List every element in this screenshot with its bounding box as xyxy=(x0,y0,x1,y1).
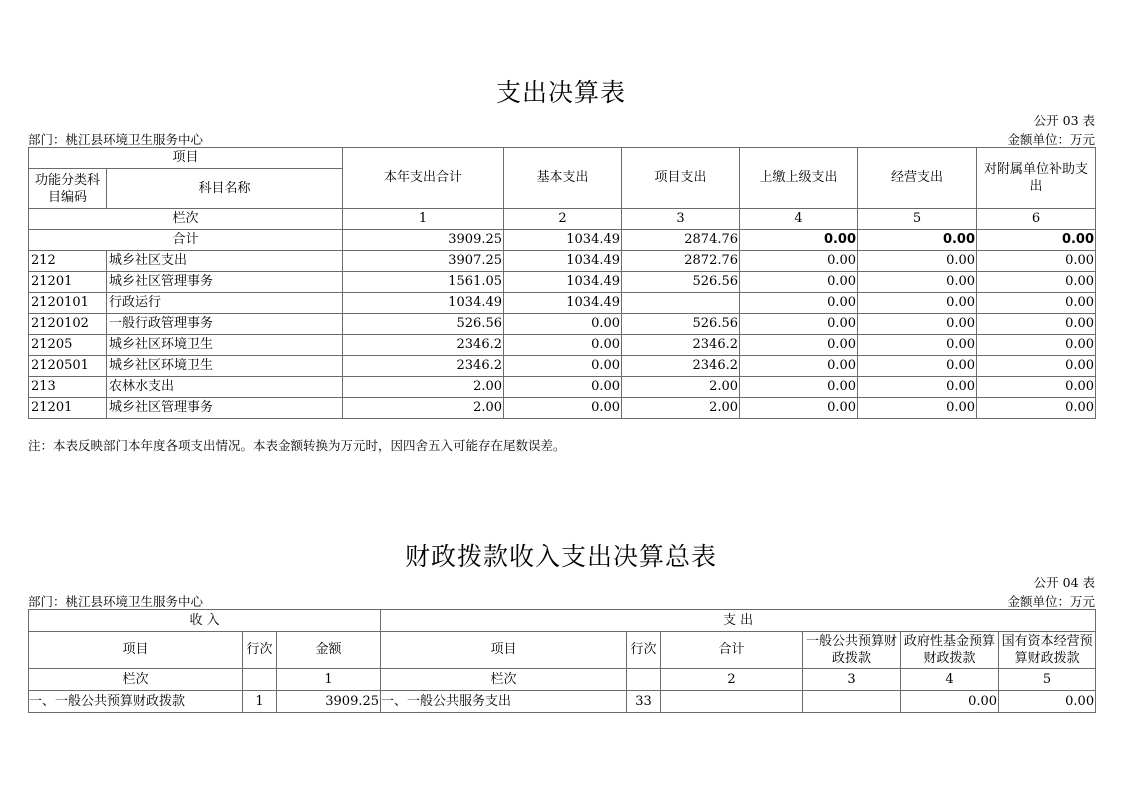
row-cell xyxy=(622,293,740,314)
total-row xyxy=(29,230,1096,251)
row-code: 213 xyxy=(29,377,107,398)
lanci-cell: 5 xyxy=(858,209,977,230)
income-amount: 3909.25 xyxy=(277,691,381,713)
lanci-label: 栏次 xyxy=(29,669,243,691)
header-expense-total: 合计 xyxy=(661,632,803,669)
row-cell: 526.56 xyxy=(622,272,740,293)
expenditure-table xyxy=(28,147,1096,419)
lanci-cell: 2 xyxy=(661,669,803,691)
row-name: 城乡社区管理事务 xyxy=(107,398,343,419)
row-cell: 0.00 xyxy=(858,272,977,293)
expense-general xyxy=(803,691,901,713)
row-cell: 0.00 xyxy=(740,293,858,314)
row-code: 2120501 xyxy=(29,356,107,377)
fiscal-appropriation-table xyxy=(28,609,1096,713)
row-code: 21201 xyxy=(29,398,107,419)
lanci-cell: 2 xyxy=(504,209,622,230)
row-code: 21205 xyxy=(29,335,107,356)
row-cell: 0.00 xyxy=(977,272,1096,293)
row-cell: 2346.2 xyxy=(622,356,740,377)
expense-header: 支 出 xyxy=(381,610,1096,632)
header-income-item: 项目 xyxy=(29,632,243,669)
row-cell: 2.00 xyxy=(343,377,504,398)
header-name: 科目名称 xyxy=(107,169,343,209)
row-cell: 1034.49 xyxy=(504,251,622,272)
row-cell: 526.56 xyxy=(343,314,504,335)
table1-code: 公开 03 表 xyxy=(1033,113,1095,128)
lanci-cell: 5 xyxy=(999,669,1096,691)
header-code: 功能分类科目编码 xyxy=(29,169,107,209)
row-cell: 0.00 xyxy=(504,377,622,398)
header-capital-budget: 国有资本经营预算财政拨款 xyxy=(999,632,1096,669)
row-cell: 2872.76 xyxy=(622,251,740,272)
row-cell: 2346.2 xyxy=(622,335,740,356)
row-name: 农林水支出 xyxy=(107,377,343,398)
table-row xyxy=(29,335,1096,356)
row-cell: 0.00 xyxy=(858,314,977,335)
row-name: 城乡社区环境卫生 xyxy=(107,335,343,356)
expense-item: 一、一般公共服务支出 xyxy=(381,691,627,713)
row-cell: 2.00 xyxy=(622,377,740,398)
header-total-expense: 本年支出合计 xyxy=(343,148,504,209)
row-cell: 0.00 xyxy=(504,398,622,419)
row-name: 城乡社区支出 xyxy=(107,251,343,272)
row-cell: 1034.49 xyxy=(343,293,504,314)
lanci-cell: 1 xyxy=(277,669,381,691)
row-cell: 1561.05 xyxy=(343,272,504,293)
row-cell: 1034.49 xyxy=(504,293,622,314)
expense-fund: 0.00 xyxy=(901,691,999,713)
table-row xyxy=(29,293,1096,314)
header-expense-line: 行次 xyxy=(627,632,661,669)
table-row xyxy=(29,691,1096,713)
row-cell: 0.00 xyxy=(740,272,858,293)
lanci-cell: 1 xyxy=(343,209,504,230)
income-line: 1 xyxy=(243,691,277,713)
row-cell: 0.00 xyxy=(977,356,1096,377)
table-row xyxy=(29,314,1096,335)
lanci-cell: 3 xyxy=(622,209,740,230)
row-name: 行政运行 xyxy=(107,293,343,314)
row-cell: 0.00 xyxy=(977,251,1096,272)
table2-code: 公开 04 表 xyxy=(1033,575,1095,590)
header-item: 项目 xyxy=(29,148,343,169)
table-row xyxy=(29,272,1096,293)
income-header: 收 入 xyxy=(29,610,381,632)
row-cell: 0.00 xyxy=(740,398,858,419)
row-code: 2120102 xyxy=(29,314,107,335)
income-item: 一、一般公共预算财政拨款 xyxy=(29,691,243,713)
lanci-cell: 6 xyxy=(977,209,1096,230)
row-cell: 0.00 xyxy=(977,314,1096,335)
row-cell: 1034.49 xyxy=(504,272,622,293)
header-income-amount: 金额 xyxy=(277,632,381,669)
expense-line: 33 xyxy=(627,691,661,713)
row-name: 城乡社区环境卫生 xyxy=(107,356,343,377)
lanci-cell: 3 xyxy=(803,669,901,691)
expense-total xyxy=(661,691,803,713)
lanci-label: 栏次 xyxy=(29,209,343,230)
row-cell: 0.00 xyxy=(504,335,622,356)
row-cell: 3907.25 xyxy=(343,251,504,272)
total-cell: 0.00 xyxy=(858,230,977,251)
table-row xyxy=(29,398,1096,419)
row-cell: 0.00 xyxy=(977,335,1096,356)
table1-note: 注：本表反映部门本年度各项支出情况。本表金额转换为万元时，因四舍五入可能存在尾数误差。 xyxy=(28,438,566,453)
row-cell: 2.00 xyxy=(343,398,504,419)
row-code: 212 xyxy=(29,251,107,272)
total-cell: 1034.49 xyxy=(504,230,622,251)
table1-unit: 金额单位：万元 xyxy=(1007,132,1095,147)
row-cell: 0.00 xyxy=(977,293,1096,314)
table-row xyxy=(29,377,1096,398)
row-code: 21201 xyxy=(29,272,107,293)
row-cell: 0.00 xyxy=(740,377,858,398)
table-row xyxy=(29,251,1096,272)
row-cell: 0.00 xyxy=(740,356,858,377)
row-code: 2120101 xyxy=(29,293,107,314)
header-subsidy-expense: 对附属单位补助支出 xyxy=(977,148,1096,209)
row-cell: 526.56 xyxy=(622,314,740,335)
lanci-cell: 4 xyxy=(901,669,999,691)
row-name: 一般行政管理事务 xyxy=(107,314,343,335)
row-cell: 0.00 xyxy=(740,314,858,335)
lanci-cell xyxy=(243,669,277,691)
row-cell: 2.00 xyxy=(622,398,740,419)
row-cell: 2346.2 xyxy=(343,335,504,356)
row-cell: 0.00 xyxy=(977,398,1096,419)
row-cell: 0.00 xyxy=(740,251,858,272)
row-cell: 0.00 xyxy=(504,314,622,335)
header-project-expense: 项目支出 xyxy=(622,148,740,209)
row-cell: 0.00 xyxy=(858,335,977,356)
row-cell: 0.00 xyxy=(858,398,977,419)
row-cell: 2346.2 xyxy=(343,356,504,377)
table2-unit: 金额单位：万元 xyxy=(1007,594,1095,609)
row-name: 城乡社区管理事务 xyxy=(107,272,343,293)
total-cell: 0.00 xyxy=(977,230,1096,251)
lanci-cell: 4 xyxy=(740,209,858,230)
total-cell: 3909.25 xyxy=(343,230,504,251)
header-remit-expense: 上缴上级支出 xyxy=(740,148,858,209)
table1-dept: 部门：桃江县环境卫生服务中心 xyxy=(28,132,204,147)
header-fund-budget: 政府性基金预算财政拨款 xyxy=(901,632,999,669)
total-cell: 0.00 xyxy=(740,230,858,251)
row-cell: 0.00 xyxy=(504,356,622,377)
row-cell: 0.00 xyxy=(858,293,977,314)
total-label: 合计 xyxy=(29,230,343,251)
row-cell: 0.00 xyxy=(858,377,977,398)
lanci-cell xyxy=(627,669,661,691)
row-cell: 0.00 xyxy=(977,377,1096,398)
table1-title: 支出决算表 xyxy=(495,78,626,107)
header-business-expense: 经营支出 xyxy=(858,148,977,209)
lanci-label: 栏次 xyxy=(381,669,627,691)
table-row xyxy=(29,356,1096,377)
table2-dept: 部门：桃江县环境卫生服务中心 xyxy=(28,594,204,609)
row-cell: 0.00 xyxy=(740,335,858,356)
header-basic-expense: 基本支出 xyxy=(504,148,622,209)
table2-title: 财政拨款收入支出决算总表 xyxy=(404,542,717,571)
header-income-line: 行次 xyxy=(243,632,277,669)
row-cell: 0.00 xyxy=(858,251,977,272)
total-cell: 2874.76 xyxy=(622,230,740,251)
header-expense-item: 项目 xyxy=(381,632,627,669)
header-general-budget: 一般公共预算财政拨款 xyxy=(803,632,901,669)
expense-capital: 0.00 xyxy=(999,691,1096,713)
row-cell: 0.00 xyxy=(858,356,977,377)
